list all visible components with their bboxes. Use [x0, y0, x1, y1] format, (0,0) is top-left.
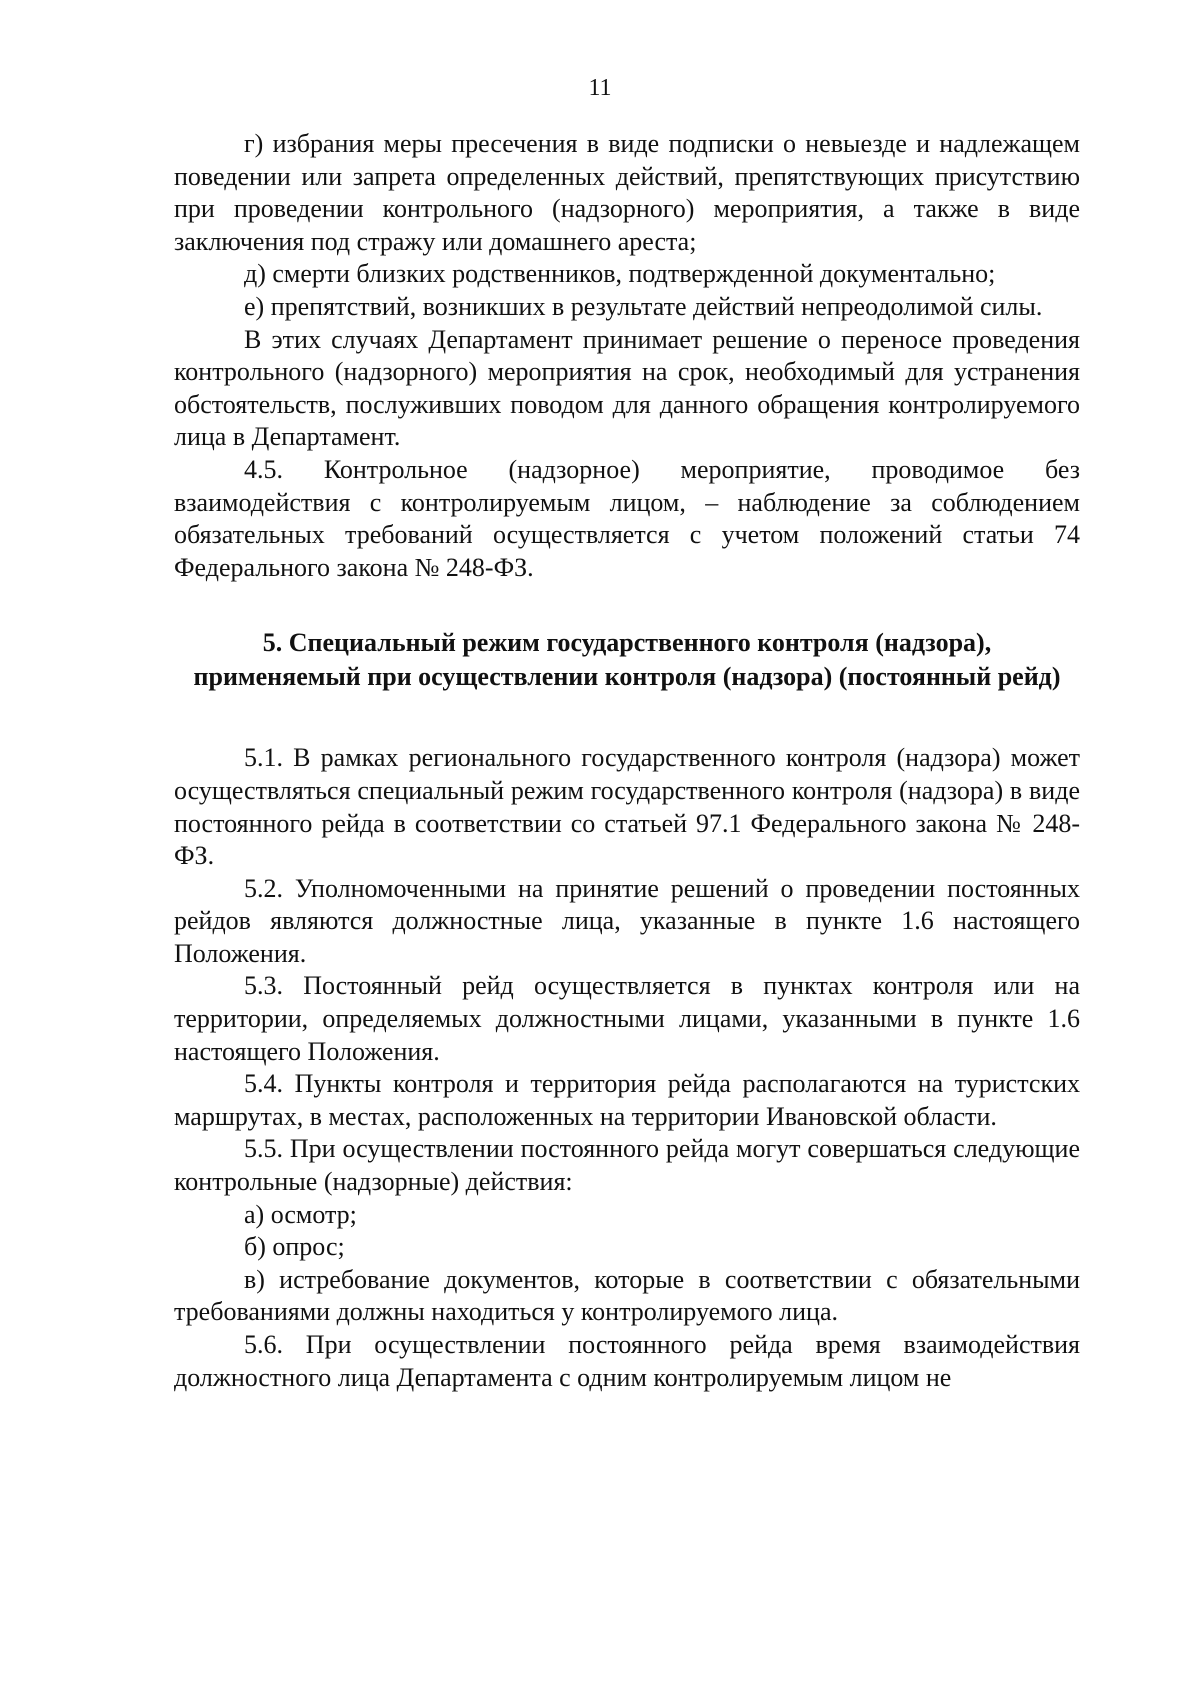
paragraph-5-2: 5.2. Уполномоченными на принятие решений о проведении постоянных рейдов являются должностные лица, указанные в пункте 1.6 настоящего Положения. — [174, 873, 1080, 968]
spacer — [174, 584, 1080, 626]
document-body — [174, 128, 1080, 1394]
paragraph-5-5: 5.5. При осуществлении постоянного рейда могут совершаться следующие контрольные (надзорные) действия: — [174, 1134, 1080, 1197]
paragraph-item-d: д) смерти близких родственников, подтвержденной документально; — [244, 259, 996, 289]
list-item-b: б) опрос; — [244, 1232, 345, 1262]
paragraph-4-5: 4.5. Контрольное (надзорное) мероприятие, проводимое без взаимодействия с контролируемым лицом, – наблюдение за соблюдением обязательных требований осуществляется с учетом положений статьи 74 Федерального закона № 248-ФЗ. — [174, 454, 1080, 582]
section-heading: 5. Специальный режим государственного контроля (надзора), применяемый при осуществлении контроля (надзора) (постоянный рейд) — [193, 628, 1061, 692]
spacer — [174, 694, 1080, 742]
page-number: 11 — [588, 75, 612, 101]
list-item-v: в) истребование документов, которые в соответствии с обязательными требованиями должны находиться у контролируемого лица. — [174, 1264, 1080, 1327]
paragraph-5-3: 5.3. Постоянный рейд осуществляется в пунктах контроля или на территории, определяемых должностными лицами, указанными в пункте 1.6 настоящего Положения. — [174, 971, 1080, 1066]
paragraph-5-1: 5.1. В рамках регионального государственного контроля (надзора) может осуществляться специальный режим государственного контроля (надзора) в виде постоянного рейда в соответствии со статьей 97.1 Федерального закона № 248-ФЗ. — [174, 743, 1080, 871]
paragraph-item-e: е) препятствий, возникших в результате действий непреодолимой силы. — [244, 291, 1043, 321]
list-item-a: а) осмотр; — [244, 1199, 357, 1229]
paragraph-5-4: 5.4. Пункты контроля и территория рейда располагаются на туристских маршрутах, в местах, расположенных на территории Ивановской области. — [174, 1069, 1080, 1131]
paragraph-item-g: г) избрания меры пресечения в виде подписки о невыезде и надлежащем поведении или запрета определенных действий, препятствующих присутствию при проведении контрольного (надзорного) мероприятия, а также в виде заключения под стражу или домашнего ареста; — [174, 129, 1080, 256]
paragraph-postponement: В этих случаях Департамент принимает решение о переносе проведения контрольного (надзорного) мероприятия на срок, необходимый для устранения обстоятельств, послуживших поводом для данного обращения контролируемого лица в Департамент. — [174, 324, 1080, 452]
paragraph-5-6: 5.6. При осуществлении постоянного рейда время взаимодействия должностного лица Департамента с одним контролируемым лицом не — [174, 1330, 1080, 1392]
